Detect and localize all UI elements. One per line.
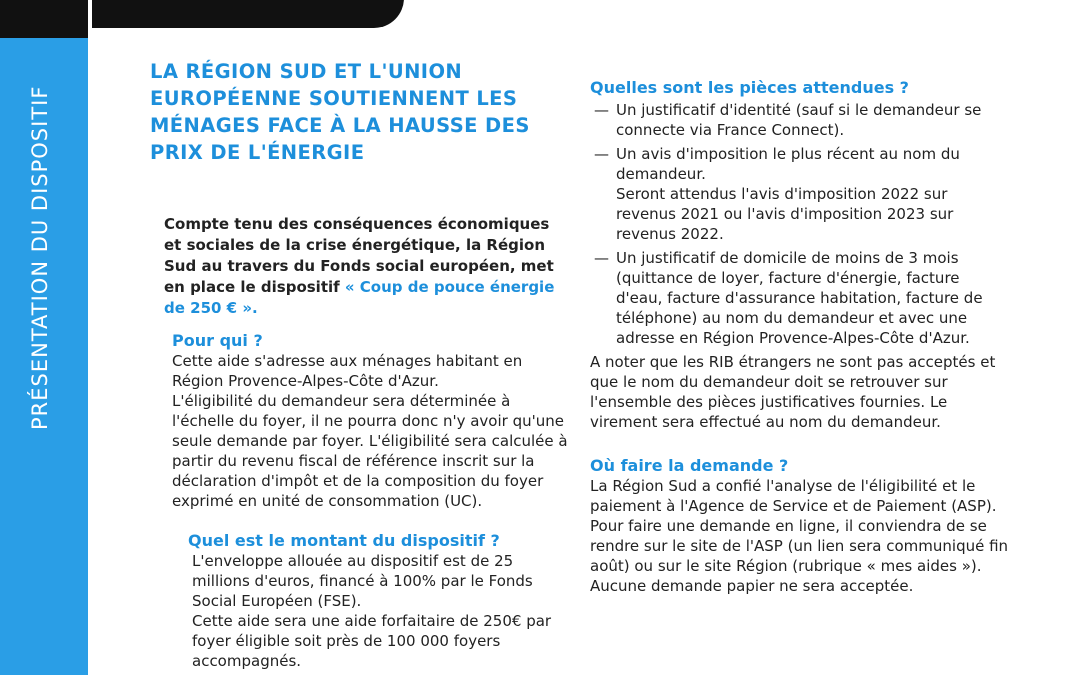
sidebar-dark-block <box>0 0 88 38</box>
list-item: — Un avis d'imposition le plus récent au nom du demandeur. Seront attendus l'avis d'imposition 2022 sur revenus 2021 ou l'avis d'imposition 2023 sur revenus 2022. <box>594 145 960 243</box>
list-item: — Un justificatif d'identité (sauf si le demandeur se connecte via France Connect). <box>594 101 982 139</box>
list-item-extra: Seront attendus l'avis d'imposition 2022 sur revenus 2021 ou l'avis d'imposition 2023 sur revenus 2022. <box>616 185 954 243</box>
list-item: — Un justificatif de domicile de moins de 3 mois (quittance de loyer, facture d'énergie, facture d'eau, facture d'assurance habitation, facture de téléphone) au nom du demandeur et avec une adresse en Région Provence-Alpes-Côte d'Azur. <box>594 249 983 347</box>
section-heading-demande: Où faire la demande ? <box>590 456 789 475</box>
section-heading-pieces: Quelles sont les pièces attendues ? <box>590 78 909 97</box>
intro-paragraph <box>164 214 570 319</box>
top-banner <box>92 0 404 28</box>
demande-p1: La Région Sud a confié l'analyse de l'éligibilité et le paiement à l'Agence de Service et de Paiement (ASP). <box>590 477 997 515</box>
demande-p3: Aucune demande papier ne sera acceptée. <box>590 577 914 595</box>
pieces-note: A noter que les RIB étrangers ne sont pas acceptés et que le nom du demandeur doit se retrouver sur l'ensemble des pièces justificatives fournies. Le virement sera effectué au nom du demandeur. <box>590 353 996 431</box>
montant-p1: L'enveloppe allouée au dispositif est de 25 millions d'euros, financé à 100% par le Fonds Social Européen (FSE). <box>192 552 533 610</box>
demande-p2: Pour faire une demande en ligne, il conviendra de se rendre sur le site de l'ASP (un lien sera communiqué fin août) ou sur le site Région (rubrique « mes aides »). <box>590 517 1009 575</box>
section-body-pour-qui <box>172 351 570 511</box>
pour-qui-p2: L'éligibilité du demandeur sera déterminée à l'échelle du foyer, il ne pourra donc n'y avoir qu'une seule demande par foyer. L'éligibilité sera calculée à partir du revenu fiscal de référence inscrit sur la déclaration d'impôt et de la composition du foyer exprimé en unité de consommation (UC). <box>172 392 568 510</box>
section-heading-montant: Quel est le montant du dispositif ? <box>188 531 500 550</box>
intro-text: Compte tenu des conséquences économiques et sociales de la crise énergétique, la Région Sud au travers du Fonds social européen, met en place le dispositif <box>164 215 554 296</box>
intro-highlight: « Coup de pouce énergie de 250 € ». <box>164 278 555 317</box>
page-title: LA RÉGION SUD ET L'UNION EUROPÉENNE SOUTIENNENT LES MÉNAGES FACE À LA HAUSSE DES PRIX DE L'ÉNERGIE <box>150 60 530 164</box>
right-column <box>590 78 1010 596</box>
montant-p2: Cette aide sera une aide forfaitaire de 250€ par foyer éligible soit près de 100 000 foyers accompagnés. <box>192 612 552 670</box>
pour-qui-p1: Cette aide s'adresse aux ménages habitant en Région Provence-Alpes-Côte d'Azur. <box>172 352 523 390</box>
left-column <box>150 58 570 671</box>
pieces-list <box>590 100 1010 348</box>
section-body-montant <box>192 551 570 671</box>
section-heading-pour-qui: Pour qui ? <box>172 331 263 350</box>
sidebar-label: PRÉSENTATION DU DISPOSITIF <box>28 85 52 430</box>
sidebar <box>0 0 88 675</box>
